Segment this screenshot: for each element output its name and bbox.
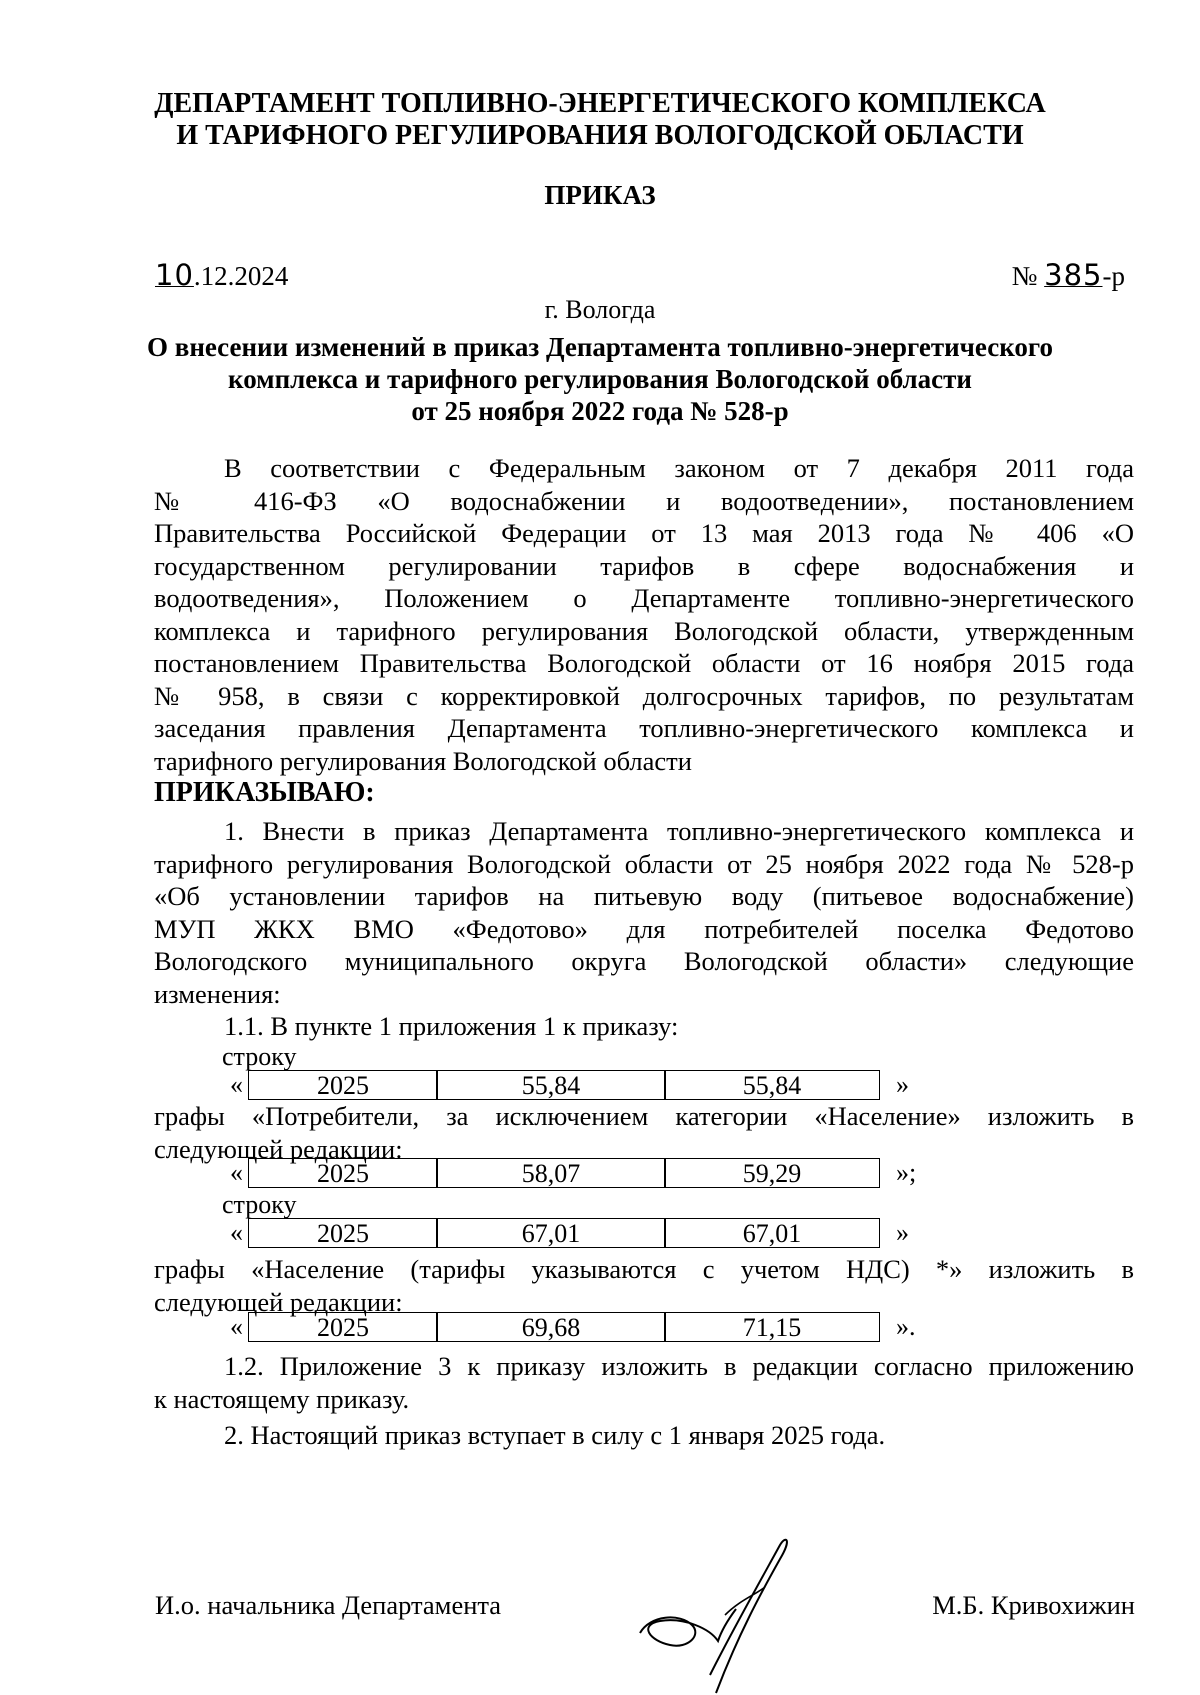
item-1-1: 1.1. В пункте 1 приложения 1 к приказу: (224, 1011, 679, 1041)
cell-value-2: 67,01 (664, 1218, 880, 1248)
graph-2-line: графы «Население (тарифы указываются с учетом НДС) *» изложить в (154, 1254, 1134, 1284)
document-number (1012, 258, 1125, 292)
item-1-line: «Об установлении тарифов на питьевую воду (питьевое водоснабжение) (154, 881, 1134, 911)
date-rest: .12.2024 (193, 261, 289, 291)
number-prefix: № (1011, 261, 1038, 291)
item-1-line: 1. Внести в приказ Департамента топливно-энергетического комплекса и (224, 816, 1134, 846)
order-title-line1: О внесении изменений в приказ Департамента топливно-энергетического (146, 332, 1053, 362)
item-1-2-line: к настоящему приказу. (154, 1383, 410, 1414)
cell-year: 2025 (248, 1158, 438, 1188)
word-stroku: строку (222, 1190, 297, 1219)
preamble-line: № 416-ФЗ «О водоснабжении и водоотведении», постановлением (154, 485, 1134, 516)
close-quote: ». (896, 1312, 916, 1341)
order-title-line3: от 25 ноября 2022 года № 528-р (411, 396, 789, 426)
item-1-2-line: 1.2. Приложение 3 к приказу изложить в редакции согласно приложению (224, 1351, 1134, 1381)
graph-2-paragraph (154, 1253, 1134, 1318)
close-quote: »; (896, 1158, 917, 1187)
item-1-line: МУП ЖКХ ВМО «Федотово» для потребителей поселка Федотово (154, 913, 1134, 944)
cell-year: 2025 (248, 1312, 438, 1342)
number-handwritten: 385 (1044, 258, 1103, 292)
cell-value-1: 69,68 (436, 1312, 666, 1342)
open-quote: « (230, 1070, 243, 1099)
cell-year: 2025 (248, 1218, 438, 1248)
cell-value-2: 59,29 (664, 1158, 880, 1188)
cell-value-1: 55,84 (436, 1070, 666, 1100)
preamble-line: заседания правления Департамента топливно-энергетического комплекса и (154, 713, 1134, 743)
close-quote: » (896, 1218, 909, 1247)
order-word: ПРИКАЗЫВАЮ: (154, 777, 375, 808)
preamble-line: № 958, в связи с корректировкой долгосрочных тарифов, по результатам (154, 680, 1134, 711)
order-title-line2: комплекса и тарифного регулирования Вологодской области (228, 364, 972, 394)
item-1-2-paragraph (154, 1350, 1134, 1452)
document-date (155, 258, 288, 292)
preamble-line: государственном регулировании тарифов в сфере водоснабжения и (154, 550, 1134, 581)
item-1-line: изменения: (154, 978, 281, 1009)
item-1-paragraph (154, 815, 1134, 1043)
cell-value-2: 55,84 (664, 1070, 880, 1100)
cell-value-2: 71,15 (664, 1312, 880, 1342)
preamble-line: В соответствии с Федеральным законом от 7 декабря 2011 года (224, 453, 1134, 483)
preamble-line: Правительства Российской Федерации от 13 мая 2013 года № 406 «О (154, 518, 1134, 548)
preamble-line: комплекса и тарифного регулирования Вологодской области, утвержденным (154, 615, 1134, 646)
signatory-position: И.о. начальника Департамента (155, 1590, 502, 1620)
word-stroku: строку (222, 1042, 297, 1071)
date-day-handwritten: 10 (155, 258, 194, 292)
department-header-line1: ДЕПАРТАМЕНТ ТОПЛИВНО-ЭНЕРГЕТИЧЕСКОГО КОМПЛЕКСА (154, 88, 1046, 119)
item-2: 2. Настоящий приказ вступает в силу с 1 января 2025 года. (224, 1420, 886, 1450)
number-suffix: -р (1102, 261, 1125, 291)
open-quote: « (230, 1158, 243, 1187)
graph-1-line: графы «Потребители, за исключением категории «Население» изложить в (154, 1101, 1134, 1131)
preamble-paragraph (154, 452, 1134, 810)
graph-2-line: следующей редакции: (154, 1286, 403, 1317)
department-header-line2: И ТАРИФНОГО РЕГУЛИРОВАНИЯ ВОЛОГОДСКОЙ ОБЛАСТИ (176, 120, 1024, 151)
handwritten-signature (630, 1525, 830, 1695)
preamble-line: водоотведения», Положением о Департаменте топливно-энергетического (154, 583, 1134, 613)
signatory-name: М.Б. Кривохижин (932, 1590, 1135, 1620)
cell-value-1: 58,07 (436, 1158, 666, 1188)
item-1-line: Вологодского муниципального округа Вологодской области» следующие (154, 946, 1134, 976)
close-quote: » (896, 1070, 909, 1099)
preamble-line: тарифного регулирования Вологодской области (154, 745, 692, 776)
graph-1-paragraph (154, 1100, 1134, 1165)
item-1-line: тарифного регулирования Вологодской области от 25 ноября 2022 года № 528-р (154, 848, 1134, 879)
cell-value-1: 67,01 (436, 1218, 666, 1248)
city: г. Вологда (544, 295, 656, 324)
graph-1-line: следующей редакции: (154, 1133, 403, 1164)
preamble-line: постановлением Правительства Вологодской области от 16 ноября 2015 года (154, 648, 1134, 678)
cell-year: 2025 (248, 1070, 438, 1100)
open-quote: « (230, 1312, 243, 1341)
open-quote: « (230, 1218, 243, 1247)
document-type: ПРИКАЗ (544, 180, 656, 210)
